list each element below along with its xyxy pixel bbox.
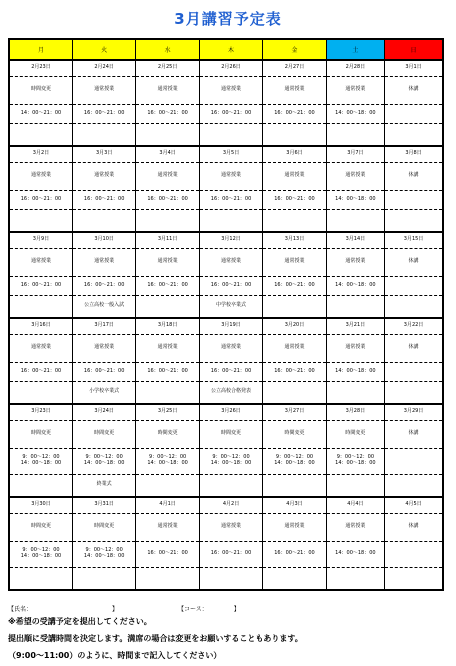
date-cell: 4月1日: [136, 497, 199, 513]
weekday-header-mon: 月: [9, 39, 72, 60]
time-cell: [72, 448, 135, 474]
note-cell: [326, 123, 384, 146]
session-type-cell: 通常授業: [199, 248, 262, 276]
session-type-cell: 通常授業: [9, 334, 72, 362]
week-4-notes-row: [9, 381, 443, 404]
note-cell: [326, 209, 384, 232]
instruction-line-2: 提出順に受講時間を決定します。満席の場合は変更をお願いすることもあります。: [8, 634, 303, 643]
note-cell: [9, 123, 72, 146]
session-type-cell: 通常授業: [263, 162, 326, 190]
time-cell: [199, 448, 262, 474]
session-type-cell: 通常授業: [263, 76, 326, 104]
date-cell: 3月3日: [72, 146, 135, 162]
week-6-types-row: [9, 513, 443, 541]
note-cell: [199, 474, 262, 497]
note-cell: [385, 381, 443, 404]
date-cell: 4月4日: [326, 497, 384, 513]
time-slot: 9：00～12：00: [85, 454, 123, 461]
week-3-dates-row: [9, 232, 443, 248]
time-cell: 16：00～21：00: [199, 362, 262, 381]
time-cell: 16：00～21：00: [136, 104, 199, 123]
session-type-cell: 時間変更: [72, 420, 135, 448]
note-cell: 公立高校合格発表: [199, 381, 262, 404]
time-slot: 9：00～12：00: [275, 454, 314, 461]
session-type-cell: 休講: [385, 76, 443, 104]
date-cell: 3月18日: [136, 318, 199, 334]
session-type-cell: 通常授業: [136, 162, 199, 190]
note-cell: [9, 567, 72, 590]
date-cell: 3月30日: [9, 497, 72, 513]
session-type-cell: 通常授業: [199, 76, 262, 104]
week-3-notes-row: [9, 295, 443, 318]
time-slot: 14：00～18：00: [83, 553, 125, 559]
date-cell: 2月27日: [263, 60, 326, 76]
time-cell: 16：00～21：00: [9, 362, 72, 381]
note-cell: [136, 381, 199, 404]
weekday-header-wed: 水: [136, 39, 199, 60]
week-1-notes-row: [9, 123, 443, 146]
note-cell: [72, 567, 135, 590]
note-cell: [9, 474, 72, 497]
time-cell: [9, 541, 72, 567]
time-cell: [72, 541, 135, 567]
week-5-dates-row: [9, 404, 443, 420]
session-type-cell: 通常授業: [263, 334, 326, 362]
time-cell: 14：00～18：00: [326, 104, 384, 123]
session-type-cell: 時間変更: [136, 420, 199, 448]
note-cell: [136, 474, 199, 497]
time-slot: 16：00～21：00: [147, 550, 188, 557]
session-type-cell: 通常授業: [72, 76, 135, 104]
instruction-line-1: ※希望の受講予定を提出してください。: [8, 617, 152, 626]
session-type-cell: 通常授業: [263, 248, 326, 276]
session-type-cell: 休講: [385, 162, 443, 190]
date-cell: 3月4日: [136, 146, 199, 162]
session-type-cell: 通常授業: [136, 76, 199, 104]
note-cell: [9, 295, 72, 318]
session-type-cell: 休講: [385, 420, 443, 448]
note-cell: [9, 209, 72, 232]
weekday-header-fri: 金: [263, 39, 326, 60]
date-cell: 3月17日: [72, 318, 135, 334]
date-cell: 3月7日: [326, 146, 384, 162]
time-cell: 16：00～21：00: [136, 190, 199, 209]
time-cell: 16：00～21：00: [72, 362, 135, 381]
time-cell: [385, 541, 443, 567]
session-type-cell: 通常授業: [326, 513, 384, 541]
date-cell: 2月23日: [9, 60, 72, 76]
week-3-types-row: [9, 248, 443, 276]
session-type-cell: 通常授業: [72, 248, 135, 276]
note-cell: [9, 381, 72, 404]
date-cell: 3月31日: [72, 497, 135, 513]
note-cell: [136, 123, 199, 146]
time-slot: 9：00～12：00: [22, 547, 60, 554]
time-cell: 16：00～21：00: [72, 104, 135, 123]
note-cell: [136, 295, 199, 318]
time-cell: [199, 541, 262, 567]
session-type-cell: 通常授業: [72, 162, 135, 190]
date-cell: 3月10日: [72, 232, 135, 248]
date-cell: 2月24日: [72, 60, 135, 76]
name-course-line: [8, 604, 240, 613]
time-cell: [9, 448, 72, 474]
weekday-header-tue: 火: [72, 39, 135, 60]
date-cell: 3月2日: [9, 146, 72, 162]
time-slot: 9：00～12：00: [22, 454, 60, 461]
time-cell: 14：00～18：00: [326, 362, 384, 381]
date-cell: 3月25日: [136, 404, 199, 420]
date-cell: 4月5日: [385, 497, 443, 513]
session-type-cell: 時間変更: [199, 420, 262, 448]
date-cell: 3月9日: [9, 232, 72, 248]
date-cell: 3月27日: [263, 404, 326, 420]
week-6-times-row: [9, 541, 443, 567]
week-4-dates-row: [9, 318, 443, 334]
note-cell: [263, 474, 326, 497]
weekday-header-sat: 土: [326, 39, 384, 60]
name-label: 【氏名：: [8, 606, 33, 613]
session-type-cell: 通常授業: [199, 162, 262, 190]
note-cell: [72, 209, 135, 232]
session-type-cell: 時間変更: [9, 420, 72, 448]
time-slot: 16：00～21：00: [210, 550, 252, 557]
date-cell: 4月2日: [199, 497, 262, 513]
session-type-cell: 通常授業: [9, 162, 72, 190]
week-1-times-row: [9, 104, 443, 123]
time-cell: [263, 448, 326, 474]
time-cell: [136, 448, 199, 474]
session-type-cell: 通常授業: [9, 248, 72, 276]
date-cell: 3月13日: [263, 232, 326, 248]
session-type-cell: 時間変更: [9, 513, 72, 541]
time-slot: 14：00～18：00: [210, 460, 252, 466]
session-type-cell: 通常授業: [199, 334, 262, 362]
time-cell: 16：00～21：00: [199, 276, 262, 295]
instruction-line-3: （9:00～11:00）のように、時間まで記入してください）: [8, 651, 222, 660]
date-cell: 3月20日: [263, 318, 326, 334]
session-type-cell: 通常授業: [72, 334, 135, 362]
time-slot: 14：00～18：00: [83, 460, 125, 466]
week-6-dates-row: [9, 497, 443, 513]
time-slot: 16：00～21：00: [274, 550, 315, 557]
date-cell: 3月8日: [385, 146, 443, 162]
date-cell: 3月6日: [263, 146, 326, 162]
date-cell: 3月19日: [199, 318, 262, 334]
time-slot: 9：00～12：00: [212, 454, 250, 461]
session-type-cell: 時間変更: [263, 420, 326, 448]
note-cell: [199, 123, 262, 146]
note-cell: [136, 209, 199, 232]
time-cell: [326, 448, 384, 474]
note-cell: [385, 474, 443, 497]
time-cell: [385, 276, 443, 295]
time-cell: 14：00～18：00: [326, 276, 384, 295]
date-cell: 2月25日: [136, 60, 199, 76]
session-type-cell: 通常授業: [136, 248, 199, 276]
note-cell: [263, 381, 326, 404]
week-2-types-row: [9, 162, 443, 190]
date-cell: 3月15日: [385, 232, 443, 248]
time-cell: 16：00～21：00: [72, 190, 135, 209]
date-cell: 3月22日: [385, 318, 443, 334]
session-type-cell: 通常授業: [136, 513, 199, 541]
week-3-times-row: [9, 276, 443, 295]
date-cell: 3月1日: [385, 60, 443, 76]
time-cell: 16：00～21：00: [136, 362, 199, 381]
date-cell: 3月24日: [72, 404, 135, 420]
session-type-cell: 通常授業: [326, 162, 384, 190]
session-type-cell: 時間変更: [72, 513, 135, 541]
week-5-notes-row: [9, 474, 443, 497]
note-cell: [385, 295, 443, 318]
note-cell: [263, 123, 326, 146]
time-slot: 9：00～12：00: [148, 454, 187, 461]
week-6-notes-row: [9, 567, 443, 590]
note-cell: [326, 474, 384, 497]
date-cell: 3月11日: [136, 232, 199, 248]
session-type-cell: 休講: [385, 513, 443, 541]
week-5-times-row: [9, 448, 443, 474]
note-cell: 公立高校一般入試: [72, 295, 135, 318]
time-slot: 14：00～18：00: [274, 460, 315, 466]
time-cell: 16：00～21：00: [263, 104, 326, 123]
date-cell: 2月26日: [199, 60, 262, 76]
note-cell: [326, 567, 384, 590]
session-type-cell: 休講: [385, 248, 443, 276]
time-cell: [326, 541, 384, 567]
session-type-cell: 通常授業: [326, 248, 384, 276]
note-cell: [72, 123, 135, 146]
time-cell: 16：00～21：00: [199, 190, 262, 209]
time-cell: 16：00～21：00: [72, 276, 135, 295]
time-cell: 16：00～21：00: [263, 362, 326, 381]
time-cell: 16：00～21：00: [9, 276, 72, 295]
time-slot: 14：00～18：00: [335, 460, 376, 466]
weekday-header-thu: 木: [199, 39, 262, 60]
note-cell: [199, 209, 262, 232]
week-1-dates-row: [9, 60, 443, 76]
name-bracket: 】: [112, 606, 119, 613]
time-cell: [385, 104, 443, 123]
note-cell: 終業式: [72, 474, 135, 497]
time-slot: 9：00～12：00: [336, 454, 375, 461]
time-slot: 9：00～12：00: [85, 547, 123, 554]
time-slot: 14：00～18：00: [20, 553, 62, 559]
date-cell: 3月12日: [199, 232, 262, 248]
time-cell: 16：00～21：00: [263, 276, 326, 295]
session-type-cell: 通常授業: [199, 513, 262, 541]
time-cell: 16：00～21：00: [263, 190, 326, 209]
time-cell: 14：00～18：00: [326, 190, 384, 209]
note-cell: [326, 295, 384, 318]
course-label: 【コース：: [178, 606, 208, 613]
time-cell: [385, 448, 443, 474]
note-cell: [263, 209, 326, 232]
session-type-cell: 通常授業: [326, 76, 384, 104]
note-cell: [263, 295, 326, 318]
note-cell: [199, 567, 262, 590]
note-cell: [136, 567, 199, 590]
session-type-cell: 時間変更: [9, 76, 72, 104]
schedule-body: [9, 60, 443, 590]
week-4-times-row: [9, 362, 443, 381]
course-bracket: 】: [233, 606, 240, 613]
time-cell: [136, 541, 199, 567]
week-4-types-row: [9, 334, 443, 362]
date-cell: 3月16日: [9, 318, 72, 334]
week-2-notes-row: [9, 209, 443, 232]
note-cell: 中学校卒業式: [199, 295, 262, 318]
date-cell: 3月29日: [385, 404, 443, 420]
time-cell: 16：00～21：00: [199, 104, 262, 123]
time-cell: 16：00～21：00: [9, 190, 72, 209]
page-title: 3月講習予定表: [174, 10, 282, 28]
session-type-cell: 時間変更: [326, 420, 384, 448]
note-cell: [385, 209, 443, 232]
date-cell: 3月26日: [199, 404, 262, 420]
date-cell: 3月14日: [326, 232, 384, 248]
schedule-table: [8, 38, 444, 591]
date-cell: 3月23日: [9, 404, 72, 420]
week-1-types-row: [9, 76, 443, 104]
date-cell: 3月21日: [326, 318, 384, 334]
week-5-types-row: [9, 420, 443, 448]
session-type-cell: 通常授業: [136, 334, 199, 362]
week-2-dates-row: [9, 146, 443, 162]
week-2-times-row: [9, 190, 443, 209]
session-type-cell: 通常授業: [263, 513, 326, 541]
time-slot: 14：00～18：00: [335, 550, 376, 557]
date-cell: 3月28日: [326, 404, 384, 420]
note-cell: [326, 381, 384, 404]
time-slot: 14：00～18：00: [20, 460, 62, 466]
time-cell: [263, 541, 326, 567]
date-cell: 2月28日: [326, 60, 384, 76]
note-cell: [263, 567, 326, 590]
date-cell: 4月3日: [263, 497, 326, 513]
session-type-cell: 休講: [385, 334, 443, 362]
time-slot: 14：00～18：00: [147, 460, 188, 466]
time-cell: [385, 190, 443, 209]
note-cell: 小学校卒業式: [72, 381, 135, 404]
note-cell: [385, 123, 443, 146]
weekday-header-row: [9, 39, 443, 60]
time-cell: [385, 362, 443, 381]
weekday-header-sun: 日: [385, 39, 443, 60]
time-cell: 16：00～21：00: [136, 276, 199, 295]
time-cell: 14：00～21：00: [9, 104, 72, 123]
session-type-cell: 通常授業: [326, 334, 384, 362]
note-cell: [385, 567, 443, 590]
date-cell: 3月5日: [199, 146, 262, 162]
